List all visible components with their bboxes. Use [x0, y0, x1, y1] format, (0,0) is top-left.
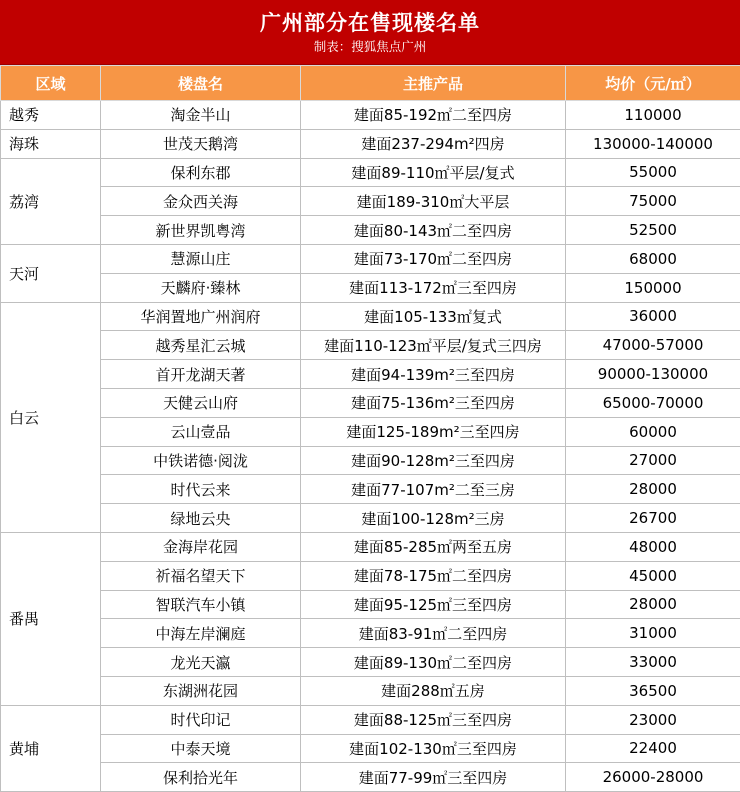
- price-cell: 68000: [566, 244, 740, 273]
- price-cell: 110000: [566, 101, 740, 130]
- table-row: [1, 590, 740, 619]
- table-row: [1, 187, 740, 216]
- product-cell: 建面94-139m²三至四房: [301, 360, 566, 389]
- district-cell: 越秀: [1, 101, 101, 130]
- price-cell: 28000: [566, 590, 740, 619]
- table-row: [1, 561, 740, 590]
- project-name-cell: 首开龙湖天著: [101, 360, 301, 389]
- project-name-cell: 保利拾光年: [101, 763, 301, 792]
- project-name-cell: 世茂天鹅湾: [101, 129, 301, 158]
- price-cell: 150000: [566, 273, 740, 302]
- table-row: [1, 676, 740, 705]
- listing-table: [0, 65, 740, 792]
- project-name-cell: 淘金半山: [101, 101, 301, 130]
- product-cell: 建面85-285㎡两至五房: [301, 532, 566, 561]
- project-name-cell: 天麟府·臻林: [101, 273, 301, 302]
- price-cell: 90000-130000: [566, 360, 740, 389]
- product-cell: 建面237-294m²四房: [301, 129, 566, 158]
- table-row: [1, 475, 740, 504]
- project-name-cell: 中铁诺德·阅泷: [101, 446, 301, 475]
- price-cell: 33000: [566, 648, 740, 677]
- project-name-cell: 华润置地广州润府: [101, 302, 301, 331]
- product-cell: 建面85-192㎡二至四房: [301, 101, 566, 130]
- table-row: [1, 331, 740, 360]
- product-cell: 建面102-130㎡三至四房: [301, 734, 566, 763]
- product-cell: 建面95-125㎡三至四房: [301, 590, 566, 619]
- table-row: [1, 101, 740, 130]
- table-row: [1, 532, 740, 561]
- sheet-title: 广州部分在售现楼名单: [260, 9, 480, 37]
- price-cell: 47000-57000: [566, 331, 740, 360]
- project-name-cell: 新世界凯粤湾: [101, 216, 301, 245]
- price-cell: 26000-28000: [566, 763, 740, 792]
- table-row: [1, 244, 740, 273]
- district-cell: 天河: [1, 244, 101, 302]
- price-cell: 23000: [566, 705, 740, 734]
- table-row: [1, 417, 740, 446]
- project-name-cell: 时代云来: [101, 475, 301, 504]
- product-cell: 建面89-110㎡平层/复式: [301, 158, 566, 187]
- project-name-cell: 云山壹品: [101, 417, 301, 446]
- project-name-cell: 祈福名望天下: [101, 561, 301, 590]
- product-cell: 建面89-130㎡二至四房: [301, 648, 566, 677]
- product-cell: 建面73-170㎡二至四房: [301, 244, 566, 273]
- price-cell: 36000: [566, 302, 740, 331]
- district-cell: 黄埔: [1, 705, 101, 791]
- table-row: [1, 302, 740, 331]
- product-cell: 建面90-128m²三至四房: [301, 446, 566, 475]
- price-cell: 28000: [566, 475, 740, 504]
- table-row: [1, 619, 740, 648]
- header-row: [1, 66, 740, 101]
- price-cell: 52500: [566, 216, 740, 245]
- product-cell: 建面77-107m²二至三房: [301, 475, 566, 504]
- product-cell: 建面80-143㎡二至四房: [301, 216, 566, 245]
- project-name-cell: 慧源山庄: [101, 244, 301, 273]
- price-cell: 45000: [566, 561, 740, 590]
- project-name-cell: 金众西关海: [101, 187, 301, 216]
- product-cell: 建面113-172㎡三至四房: [301, 273, 566, 302]
- price-cell: 26700: [566, 504, 740, 533]
- price-cell: 31000: [566, 619, 740, 648]
- table-row: [1, 504, 740, 533]
- table-row: [1, 129, 740, 158]
- price-cell: 55000: [566, 158, 740, 187]
- product-cell: 建面125-189m²三至四房: [301, 417, 566, 446]
- header-product: 主推产品: [301, 66, 566, 101]
- price-cell: 60000: [566, 417, 740, 446]
- project-name-cell: 中海左岸澜庭: [101, 619, 301, 648]
- price-cell: 22400: [566, 734, 740, 763]
- price-cell: 130000-140000: [566, 129, 740, 158]
- product-cell: 建面110-123㎡平层/复式三四房: [301, 331, 566, 360]
- header-project: 楼盘名: [101, 66, 301, 101]
- product-cell: 建面75-136m²三至四房: [301, 388, 566, 417]
- project-name-cell: 金海岸花园: [101, 532, 301, 561]
- project-name-cell: 中泰天境: [101, 734, 301, 763]
- product-cell: 建面105-133㎡复式: [301, 302, 566, 331]
- table-row: [1, 360, 740, 389]
- table-body: [1, 101, 740, 792]
- header-district: 区域: [1, 66, 101, 101]
- district-cell: 白云: [1, 302, 101, 532]
- price-cell: 75000: [566, 187, 740, 216]
- table-row: [1, 705, 740, 734]
- project-name-cell: 时代印记: [101, 705, 301, 734]
- table-row: [1, 158, 740, 187]
- project-name-cell: 龙光天瀛: [101, 648, 301, 677]
- header-price: 均价（元/㎡）: [566, 66, 740, 101]
- product-cell: 建面288㎡五房: [301, 676, 566, 705]
- price-cell: 65000-70000: [566, 388, 740, 417]
- project-name-cell: 天健云山府: [101, 388, 301, 417]
- title-banner: [0, 0, 740, 65]
- table-row: [1, 763, 740, 792]
- price-cell: 27000: [566, 446, 740, 475]
- price-cell: 36500: [566, 676, 740, 705]
- project-name-cell: 保利东郡: [101, 158, 301, 187]
- table-row: [1, 446, 740, 475]
- table-row: [1, 648, 740, 677]
- district-cell: 海珠: [1, 129, 101, 158]
- project-name-cell: 智联汽车小镇: [101, 590, 301, 619]
- district-cell: 荔湾: [1, 158, 101, 244]
- product-cell: 建面88-125㎡三至四房: [301, 705, 566, 734]
- table-row: [1, 273, 740, 302]
- product-cell: 建面83-91㎡二至四房: [301, 619, 566, 648]
- district-cell: 番禺: [1, 532, 101, 705]
- product-cell: 建面78-175㎡二至四房: [301, 561, 566, 590]
- product-cell: 建面77-99㎡三至四房: [301, 763, 566, 792]
- project-name-cell: 越秀星汇云城: [101, 331, 301, 360]
- project-name-cell: 东湖洲花园: [101, 676, 301, 705]
- sheet-credit: 制表：搜狐焦点广州: [314, 38, 427, 56]
- project-name-cell: 绿地云央: [101, 504, 301, 533]
- price-cell: 48000: [566, 532, 740, 561]
- table-row: [1, 734, 740, 763]
- table-row: [1, 216, 740, 245]
- table-row: [1, 388, 740, 417]
- product-cell: 建面100-128m²三房: [301, 504, 566, 533]
- product-cell: 建面189-310㎡大平层: [301, 187, 566, 216]
